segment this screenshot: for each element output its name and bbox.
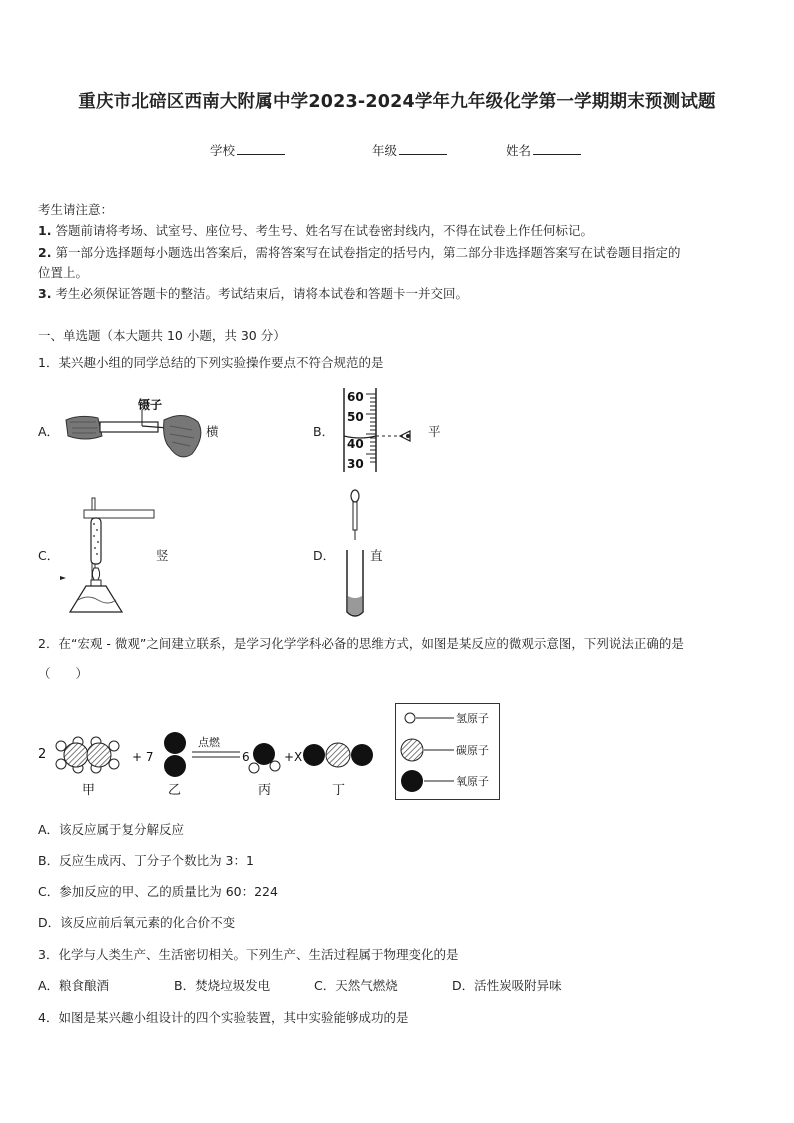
notice-heading: 考生请注意：	[38, 202, 114, 217]
q2-option-c: C．参加反应的甲、乙的质量比为 60：224	[38, 884, 278, 899]
reaction-diagram	[36, 728, 386, 800]
q1-option-c-tag: 竖	[156, 548, 169, 563]
q1-option-a-tag: 横	[206, 424, 219, 439]
grade-field	[372, 141, 447, 159]
q1-option-d-label: D．	[313, 548, 336, 563]
scale-tick-label: 30	[347, 457, 364, 471]
scale-tick-label: 50	[347, 410, 364, 424]
notice-text: 答题前请将考场、试室号、座位号、考生号、姓名写在试卷密封线内，不得在试卷上作任何标记。	[55, 223, 593, 238]
q3-option-d: D．活性炭吸附异味	[452, 978, 562, 993]
coef-jia: 2	[38, 747, 47, 762]
scale-tick-label: 40	[347, 437, 364, 451]
q3-option-b: B．焚烧垃圾发电	[174, 978, 271, 993]
q1-option-d-tag: 直	[370, 548, 383, 563]
coef-bing: 6	[242, 750, 250, 764]
q3-stem: 3．化学与人类生产、生活密切相关。下列生产、生活过程属于物理变化的是	[38, 947, 459, 962]
tweezers-illustration	[60, 392, 215, 467]
reaction-condition: 点燃	[198, 736, 220, 749]
page-title: 重庆市北碚区西南大附属中学2023-2024学年九年级化学第一学期期末预测试题	[78, 92, 716, 112]
notice-num: 3.	[38, 286, 52, 301]
plus-x: +X	[284, 750, 303, 764]
legend-carbon: 碳原子	[456, 744, 489, 757]
notice-num: 1.	[38, 223, 52, 238]
notice-item-1	[38, 221, 593, 241]
hydrogen-atom-icon	[405, 713, 415, 723]
graduated-cylinder-illustration	[336, 386, 436, 474]
notice-item-3	[38, 284, 468, 304]
q1-option-b-label: B．	[313, 424, 335, 439]
molecule-ding	[303, 743, 373, 767]
grade-blank	[399, 142, 447, 155]
label-bing: 丙	[258, 783, 272, 798]
atom-legend	[395, 703, 500, 800]
scale-tick-label: 60	[347, 390, 364, 404]
q1-option-c-label: C．	[38, 548, 60, 563]
q2-paren: （ ）	[38, 666, 89, 681]
school-label: 学校	[210, 143, 236, 158]
legend-hydrogen: 氢原子	[456, 712, 489, 725]
name-label: 姓名	[506, 143, 532, 158]
q2-option-b: B．反应生成丙、丁分子个数比为 3：1	[38, 853, 254, 868]
notice-item-2-cont: 位置上。	[38, 265, 89, 280]
q1-stem: 1．某兴趣小组的同学总结的下列实验操作要点不符合规范的是	[38, 355, 384, 370]
school-blank	[237, 142, 285, 155]
label-ding: 丁	[332, 783, 346, 798]
plus-7: + 7	[132, 750, 154, 764]
q4-stem: 4．如图是某兴趣小组设计的四个实验装置，其中实验能够成功的是	[38, 1010, 409, 1025]
tweezers-label: 镊子	[138, 398, 163, 412]
molecule-bing	[249, 743, 280, 773]
label-yi: 乙	[168, 783, 182, 798]
oxygen-atom-icon	[401, 770, 423, 792]
q2-option-a: A．该反应属于复分解反应	[38, 822, 185, 837]
label-jia: 甲	[82, 783, 96, 798]
carbon-atom-icon	[401, 739, 423, 761]
q1-option-a-label: A．	[38, 424, 60, 439]
q1-option-b-tag: 平	[428, 424, 441, 439]
dropper-illustration	[340, 488, 370, 620]
notice-item-2	[38, 243, 680, 263]
grade-label: 年级	[372, 143, 398, 158]
q2-option-d: D．该反应前后氧元素的化合价不变	[38, 915, 236, 930]
section-heading: 一、单选题（本大题共 10 小题，共 30 分）	[38, 328, 286, 343]
molecule-yi	[164, 732, 186, 777]
name-field	[506, 141, 581, 159]
q3-option-c: C．天然气燃烧	[314, 978, 398, 993]
notice-text: 考生必须保证答题卡的整洁。考试结束后，请将本试卷和答题卡一并交回。	[55, 286, 468, 301]
q3-option-a: A．粮食酿酒	[38, 978, 110, 993]
notice-num: 2.	[38, 245, 52, 260]
molecule-jia	[56, 737, 119, 773]
name-blank	[533, 142, 581, 155]
notice-text: 第一部分选择题每小题选出答案后，需将答案写在试卷指定的括号内，第二部分非选择题答案写在试卷题目指定的	[55, 245, 681, 260]
test-tube-heating-illustration	[58, 494, 158, 616]
legend-oxygen: 氧原子	[456, 775, 489, 788]
school-field	[210, 141, 285, 159]
q2-stem: 2．在“宏观 - 微观”之间建立联系，是学习化学学科必备的思维方式，如图是某反应的微观示意图，下列说法正确的是	[38, 636, 684, 651]
